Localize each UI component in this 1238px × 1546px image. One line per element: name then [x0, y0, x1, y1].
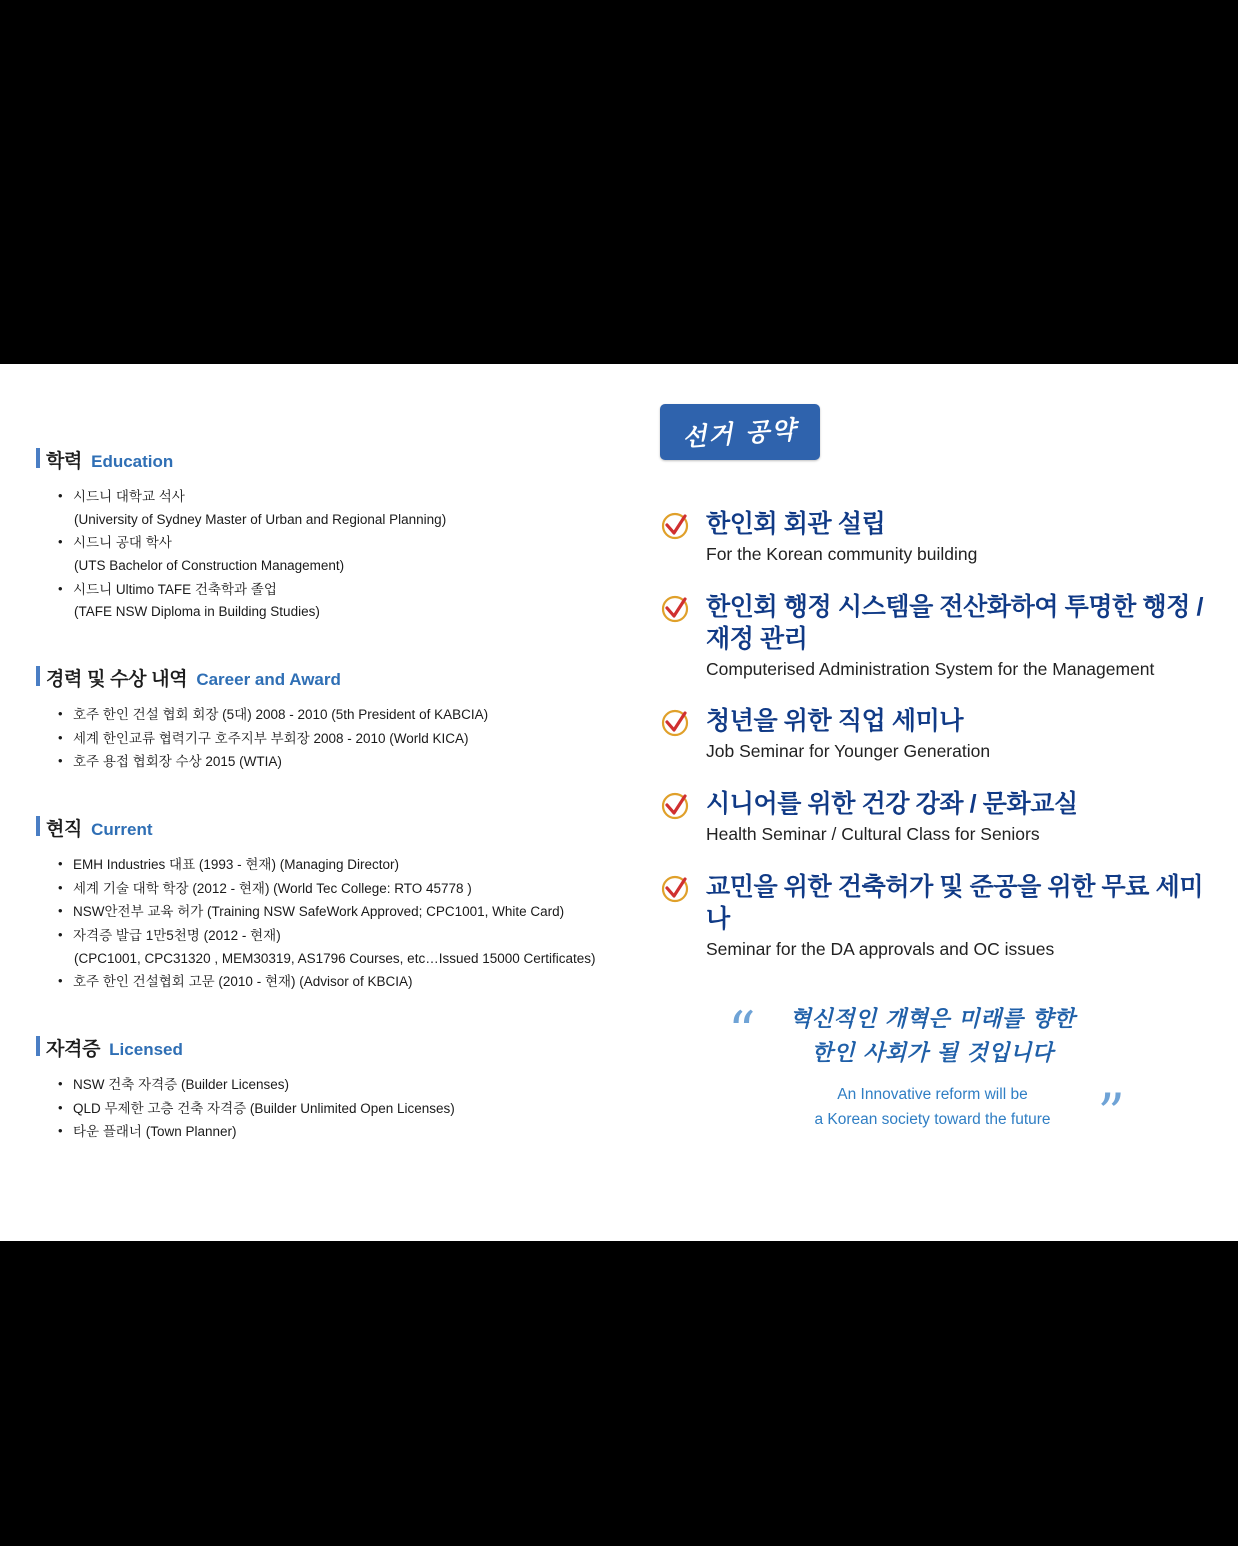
item-main: 호주 한인 건설협회 고문 (2010 - 현재) (Advisor of KBCIA) [73, 974, 413, 990]
flyer-page [0, 364, 1238, 1241]
item-main: 호주 한인 건설 협회 회장 (5대) 2008 - 2010 (5th President of KABCIA) [73, 707, 489, 723]
section-title-en: Current [91, 820, 153, 840]
pledge-list [660, 508, 1205, 961]
section-title-ko: 현직 [46, 819, 83, 841]
section-title-ko: 학력 [46, 451, 83, 472]
pledge-body [706, 788, 1205, 847]
list-item [58, 728, 636, 751]
career-list [36, 704, 636, 774]
pledge-title-ko: 한인회 행정 시스템을 전산화하여 투명한 행정 / 재정 관리 [706, 592, 1204, 653]
current-list [36, 854, 636, 994]
pledge-title-ko: 청년을 위한 직업 세미나 [706, 707, 964, 736]
pledge-badge-label: 선거 공약 [681, 415, 799, 452]
list-item [58, 486, 636, 531]
quote-close-icon: ” [1097, 1081, 1125, 1145]
item-main: NSW 건축 자격증 (Builder Licenses) [73, 1077, 289, 1093]
list-item [58, 971, 636, 994]
list-item [58, 878, 636, 901]
check-circle-icon [660, 511, 690, 541]
section-licensed [36, 1034, 636, 1144]
item-main: 호주 용접 협회장 수상 2015 (WTIA) [73, 754, 282, 770]
item-main: EMH Industries 대표 (1993 - 현재) (Managing Director) [73, 857, 400, 873]
pledge-body [706, 705, 1205, 764]
section-title-en: Career and Award [196, 670, 341, 690]
profile-column [36, 446, 636, 1184]
slogan-en-line2: a Korean society toward the future [814, 1111, 1051, 1129]
pledge-item [660, 705, 1205, 764]
slogan-ko [690, 1000, 1175, 1071]
pledge-body [706, 508, 1205, 567]
section-career [36, 664, 636, 774]
pledge-title-en: Computerised Administration System for the Management [706, 658, 1155, 679]
section-current [36, 814, 636, 994]
check-circle-icon [660, 594, 690, 624]
item-main: 타운 플래너 (Town Planner) [73, 1124, 237, 1140]
pledge-body [706, 871, 1205, 962]
pledge-title-ko: 시니어를 위한 건강 강좌 / 문화교실 [706, 789, 1078, 818]
section-title-en: Licensed [109, 1040, 183, 1060]
item-main: QLD 무제한 고층 건축 자격증 (Builder Unlimited Open Licenses) [73, 1100, 455, 1116]
pledge-item [660, 788, 1205, 847]
list-item [58, 1098, 636, 1121]
list-item [58, 925, 636, 970]
check-circle-icon [660, 791, 690, 821]
slogan-block [660, 1000, 1205, 1145]
item-sub: (TAFE NSW Diploma in Building Studies) [74, 604, 320, 620]
pledge-item [660, 871, 1205, 962]
pledge-item [660, 591, 1205, 682]
check-circle-icon [660, 874, 690, 904]
pledge-title-en: Job Seminar for Younger Generation [706, 741, 991, 762]
pledge-title-en: Health Seminar / Cultural Class for Seniors [706, 823, 1040, 844]
list-item [58, 751, 636, 774]
slogan-en-line1: An Innovative reform will be [837, 1086, 1028, 1104]
slogan-ko-line2: 한인 사회가 될 것입니다 [811, 1041, 1054, 1067]
list-item [58, 901, 636, 924]
section-heading [36, 1034, 636, 1061]
pledge-badge [660, 404, 820, 460]
list-item [58, 854, 636, 877]
list-item [58, 704, 636, 727]
section-education [36, 446, 636, 624]
check-circle-icon [660, 708, 690, 738]
section-heading [36, 446, 636, 473]
item-sub: (UTS Bachelor of Construction Management) [74, 558, 345, 574]
pledge-title-ko: 한인회 회관 설립 [706, 510, 886, 538]
item-main: 시드니 Ultimo TAFE 건축학과 졸업 [73, 581, 277, 597]
pledges-column [660, 404, 1205, 1145]
pledge-body [706, 591, 1205, 682]
item-main: 세계 기술 대학 학장 (2012 - 현재) (World Tec College: RTO 45778 ) [73, 880, 472, 896]
slogan-ko-line1: 혁신적인 개혁은 미래를 향한 [789, 1007, 1076, 1033]
item-main: 자격증 발급 1만5천명 (2012 - 현재) [73, 928, 281, 944]
section-title-en: Education [91, 452, 174, 471]
item-sub: (CPC1001, CPC31320 , MEM30319, AS1796 Courses, etc…Issued 15000 Certificates) [74, 950, 596, 966]
list-item [58, 1074, 636, 1097]
pledge-title-en: Seminar for the DA approvals and OC issues [706, 938, 1055, 959]
pledge-item [660, 508, 1205, 567]
item-main: 세계 한인교류 협력기구 호주지부 부회장 2008 - 2010 (World KICA) [73, 730, 469, 746]
item-sub: (University of Sydney Master of Urban and Regional Planning) [74, 511, 447, 527]
item-main: NSW안전부 교육 허가 (Training NSW SafeWork Approved; CPC1001, White Card) [73, 904, 565, 920]
section-title-ko: 자격증 [46, 1039, 101, 1061]
item-main: 시드니 공대 학사 [73, 535, 172, 551]
pledge-title-ko: 교민을 위한 건축허가 및 준공을 위한 무료 세미나 [706, 872, 1204, 933]
section-heading [36, 814, 636, 841]
section-heading [36, 664, 636, 691]
list-item [58, 1121, 636, 1144]
section-title-ko: 경력 및 수상 내역 [46, 669, 188, 691]
list-item [58, 532, 636, 577]
pledge-title-en: For the Korean community building [706, 544, 978, 564]
list-item [58, 579, 636, 624]
licensed-list [36, 1074, 636, 1144]
education-list [36, 486, 636, 624]
quote-open-icon: “ [728, 1000, 756, 1064]
item-main: 시드니 대학교 석사 [73, 489, 185, 504]
